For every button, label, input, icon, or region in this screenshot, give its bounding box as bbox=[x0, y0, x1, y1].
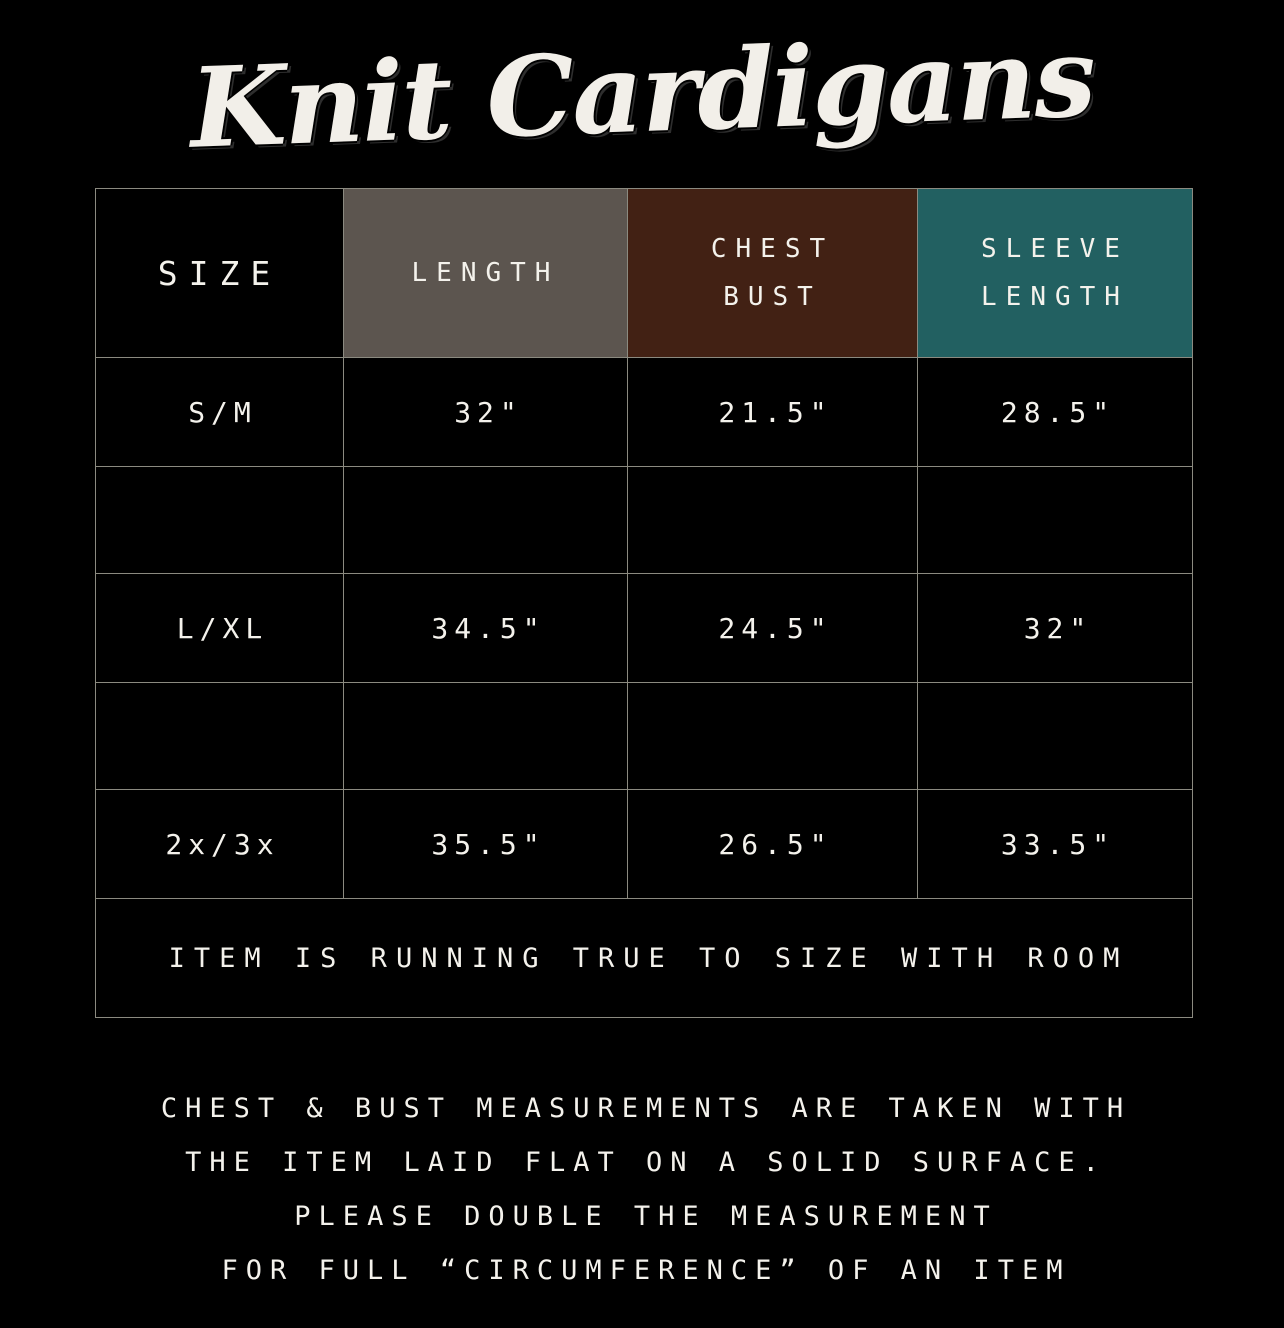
cell-length: 34.5" bbox=[344, 574, 628, 683]
column-header-size: SIZE bbox=[96, 189, 344, 358]
cell-sleeve: 32" bbox=[918, 574, 1193, 683]
table-spacer-row bbox=[96, 467, 1193, 574]
cell-chest: 24.5" bbox=[628, 574, 918, 683]
cell-size: S/M bbox=[96, 358, 344, 467]
cell-spacer bbox=[344, 683, 628, 790]
cell-size: 2x/3x bbox=[96, 790, 344, 899]
cell-spacer bbox=[918, 683, 1193, 790]
disclaimer-line-2: THE ITEM LAID FLAT ON A SOLID SURFACE. bbox=[185, 1147, 1107, 1178]
table-header-row bbox=[96, 189, 1193, 358]
table-spacer-row bbox=[96, 683, 1193, 790]
cell-chest: 21.5" bbox=[628, 358, 918, 467]
page-title-text: Knit Cardigans bbox=[187, 12, 1096, 173]
cell-sleeve: 33.5" bbox=[918, 790, 1193, 899]
disclaimer-line-4: FOR FULL “CIRCUMFERENCE” OF AN ITEM bbox=[221, 1255, 1071, 1286]
column-header-chest-line2: BUST bbox=[723, 282, 822, 312]
fit-note: ITEM IS RUNNING TRUE TO SIZE WITH ROOM bbox=[96, 899, 1193, 1018]
table-row bbox=[96, 574, 1193, 683]
cell-spacer bbox=[628, 467, 918, 574]
cell-spacer bbox=[96, 683, 344, 790]
table-note-row bbox=[96, 899, 1193, 1018]
page-title bbox=[0, 8, 1284, 178]
cell-spacer bbox=[628, 683, 918, 790]
cell-spacer bbox=[344, 467, 628, 574]
cell-length: 35.5" bbox=[344, 790, 628, 899]
measurement-disclaimer bbox=[0, 1082, 1284, 1298]
disclaimer-line-1: CHEST & BUST MEASUREMENTS ARE TAKEN WITH bbox=[160, 1093, 1132, 1124]
column-header-chest-bust bbox=[628, 189, 918, 358]
column-header-sleeve-line1: SLEEVE bbox=[981, 233, 1129, 264]
column-header-sleeve-line2: LENGTH bbox=[981, 282, 1129, 312]
cell-length: 32" bbox=[344, 358, 628, 467]
column-header-chest-line1: CHEST bbox=[710, 233, 835, 264]
cell-spacer bbox=[96, 467, 344, 574]
column-header-length: LENGTH bbox=[344, 189, 628, 358]
size-chart-table bbox=[95, 188, 1193, 1018]
disclaimer-line-3: PLEASE DOUBLE THE MEASUREMENT bbox=[294, 1201, 998, 1232]
cell-sleeve: 28.5" bbox=[918, 358, 1193, 467]
cell-chest: 26.5" bbox=[628, 790, 918, 899]
column-header-sleeve-length bbox=[918, 189, 1193, 358]
table-row bbox=[96, 358, 1193, 467]
cell-size: L/XL bbox=[96, 574, 344, 683]
cell-spacer bbox=[918, 467, 1193, 574]
table-row bbox=[96, 790, 1193, 899]
